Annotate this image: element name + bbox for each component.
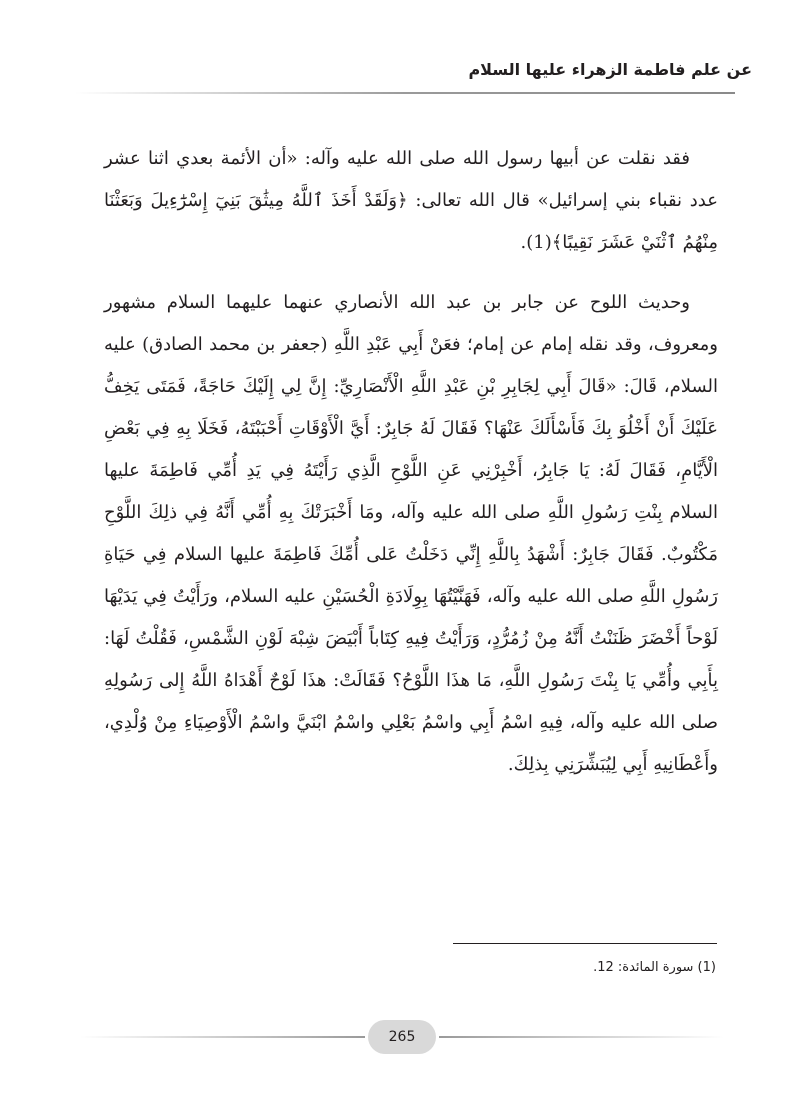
footnote-1: (1) سورة المائدة: 12. xyxy=(593,960,716,975)
paragraph-2: وحديث اللوح عن جابر بن عبد الله الأنصاري عنهما عليهما السلام مشهور ومعروف، وقد نقله إمام عن إمام؛ فعَنْ أَبِي عَبْدِ اللَّهِ (جعفر بن محمد الصادق) عليه السلام، قَالَ: «قَالَ أَبِي لِجَابِرِ بْنِ عَبْدِ اللَّهِ الْأَنْصَارِيِّ: إِنَّ لِي إِلَيْكَ حَاجَةً، فَمَتَى يَخِفُّ عَلَيْكَ أَنْ أَخْلُوَ بِكَ فَأَسْأَلَكَ عَنْهَا؟ فَقَالَ لَهُ جَابِرٌ: أَيَّ الْأَوْقَاتِ أَحْبَبْتَهُ، فَخَلَا بِهِ فِي بَعْضِ الْأَيَّامِ، فَقَالَ لَهُ: يَا جَابِرُ، أَخْبِرْنِي عَنِ اللَّوْحِ الَّذِي رَأَيْتَهُ فِي يَدِ أُمِّي فَاطِمَةَ عليها السلام بِنْتِ رَسُولِ اللَّهِ صلى الله عليه وآله، ومَا أَخْبَرَتْكَ بِهِ أُمِّي أَنَّهُ فِي ذلِكَ اللَّوْحِ مَكْتُوبٌ. فَقَالَ جَابِرٌ: أَشْهَدُ بِاللَّهِ إِنِّي دَخَلْتُ عَلى أُمِّكَ فَاطِمَةَ عليها السلام فِي حَيَاةِ رَسُولِ اللَّهِ صلى الله عليه وآله، فَهَنَّيْتُهَا بِوِلَادَةِ الْحُسَيْنِ عليه السلام، ورَأَيْتُ فِي يَدَيْهَا لَوْحاً أَخْضَرَ ظَنَنْتُ أَنَّهُ مِنْ زُمُرُّدٍ، وَرَأَيْتُ فِيهِ كِتَاباً أَبْيَضَ شِبْهَ لَوْنِ الشَّمْسِ، فَقُلْتُ لَهَا: بِأَبِي وأُمِّي يَا بِنْتَ رَسُولِ اللَّهِ، مَا هذَا اللَّوْحُ؟ فَقَالَتْ: هذَا لَوْحٌ أَهْدَاهُ اللَّهُ إِلى رَسُولِهِ صلى الله عليه وآله، فِيهِ اسْمُ أَبِي واسْمُ بَعْلِي واسْمُ ابْنَيَّ واسْمُ الْأَوْصِيَاءِ مِنْ وُلْدِي، وأَعْطَانِيهِ أَبِي لِيُبَشِّرَنِي بِذلِكَ. xyxy=(104,292,718,775)
running-header: عن علم فاطمة الزهراء عليها السلام xyxy=(468,60,752,79)
footer-line-left xyxy=(80,1036,365,1038)
main-text xyxy=(104,138,718,804)
header-rule xyxy=(75,92,735,94)
page-number: 265 xyxy=(368,1020,436,1054)
footer-line-right xyxy=(439,1036,724,1038)
paragraph-1: فقد نقلت عن أبيها رسول الله صلى الله عليه وآله: «أن الأئمة بعدي اثنا عشر عدد نقباء بني إسرائيل» قال الله تعالى: ﴿وَلَقَدْ أَخَذَ ٱللَّهُ مِيثَٰقَ بَنِيٓ إِسْرَٰٓءِيلَ وَبَعَثْنَا مِنْهُمُ ٱثْنَيْ عَشَرَ نَقِيبًا﴾(1). xyxy=(104,148,718,253)
footnote-separator xyxy=(453,943,717,944)
